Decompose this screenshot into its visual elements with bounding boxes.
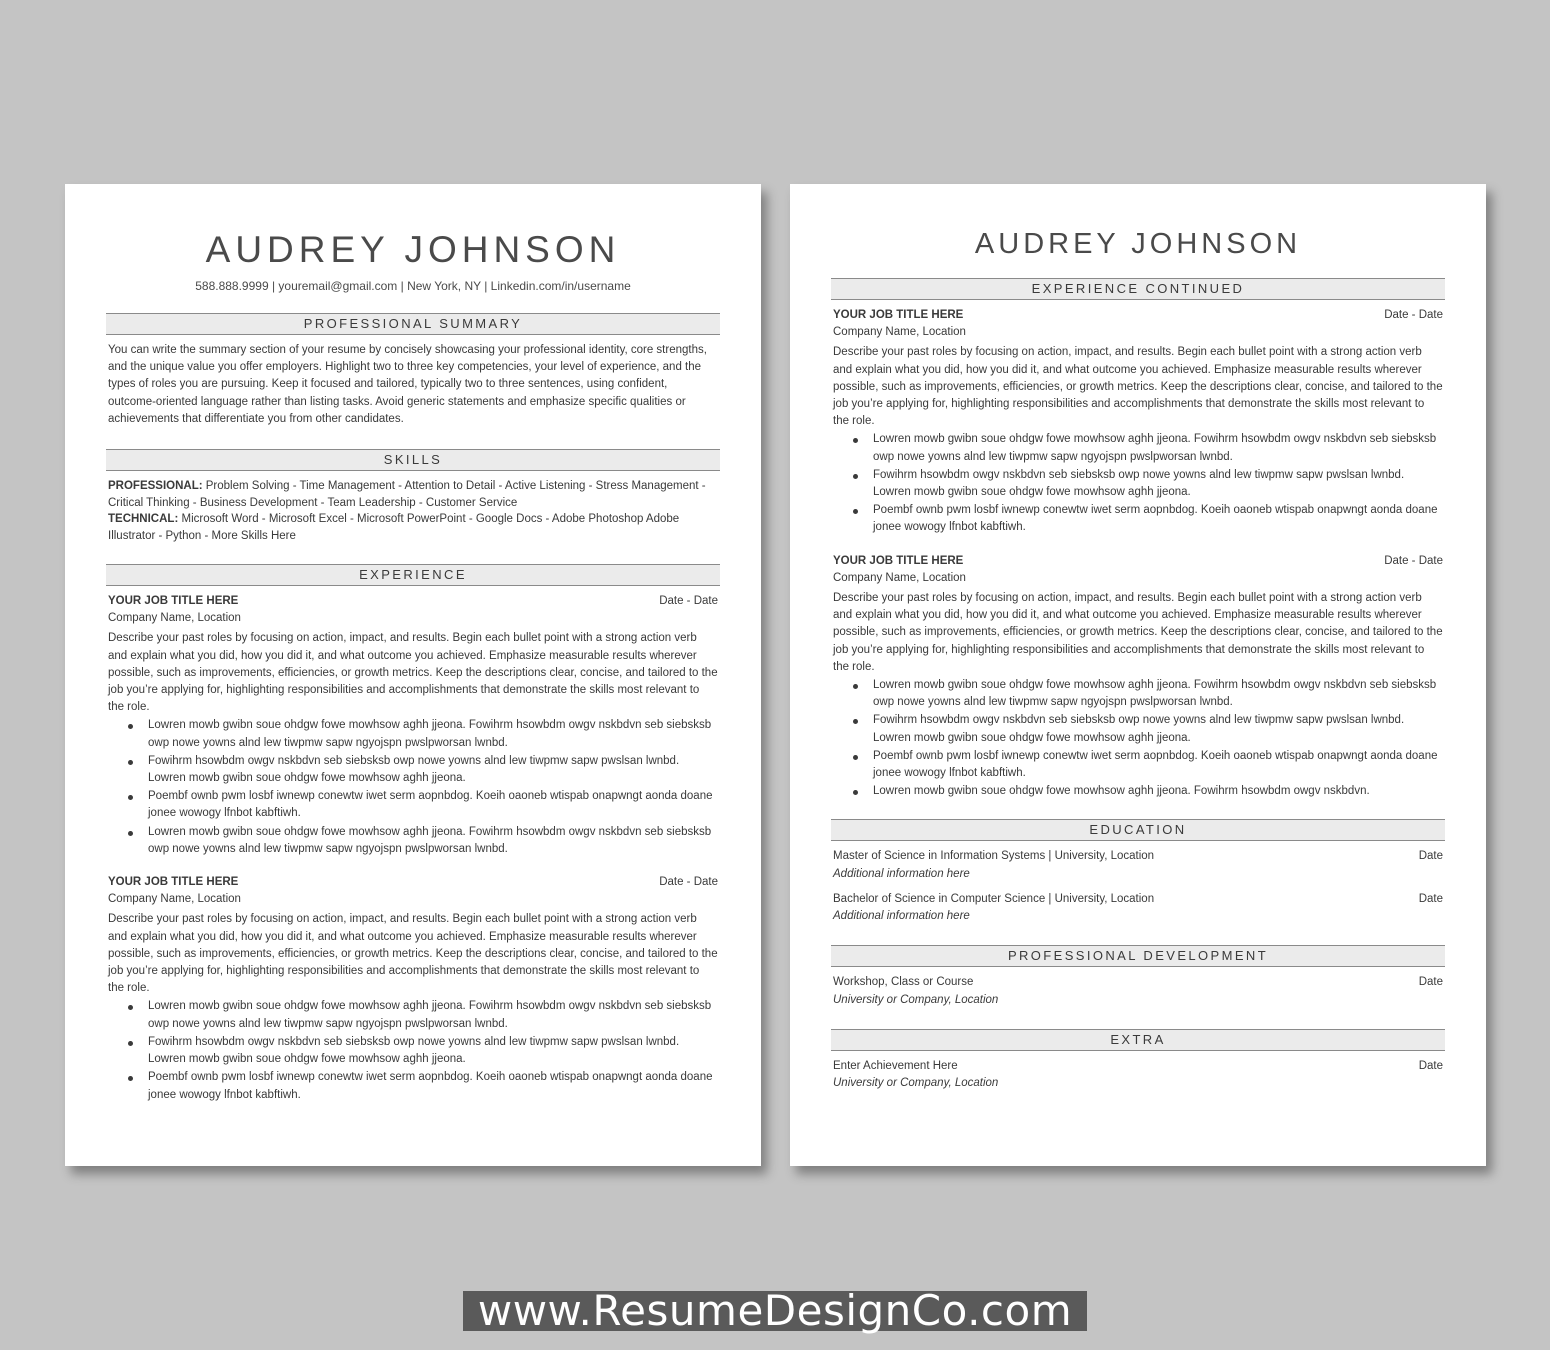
job-title: YOUR JOB TITLE HERE xyxy=(108,595,239,608)
development-row xyxy=(831,974,1445,991)
education-degree: Master of Science in Information Systems | University, Location xyxy=(833,850,1155,863)
education-date: Date xyxy=(1418,892,1443,905)
bullet-item: Fowihrm hsowbdm owgv nskbdvn seb siebsksb owp nowe yowns alnd lew tiwpmw sapw pwslsan lwnbd. Lowren mowb gwibn soue ohdgw fowe mowhsow aghh jjeona. xyxy=(148,753,720,787)
skills-professional xyxy=(106,478,720,511)
contact-info: 588.888.9999 | youremail@gmail.com | New York, NY | Linkedin.com/in/username xyxy=(195,279,631,293)
skills-technical-label: TECHNICAL: xyxy=(108,513,179,526)
job-entry xyxy=(106,874,720,1104)
development-date: Date xyxy=(1418,976,1443,989)
job-description: Describe your past roles by focusing on action, impact, and results. Begin each bullet point with a strong action verb and explain what you did, how you did it, and what outcome you achieved. Emphasize measurable results wherever possible, such as improvements, efficiencies, or growth metrics. Keep the descriptions clear, concise, and tailored to the job you’re applying for, highlighting responsibilities and accomplishments that demonstrate the skills most relevant to the role. xyxy=(108,913,718,995)
bullet-item: Lowren mowb gwibn soue ohdgw fowe mowhsow aghh jjeona. Fowihrm hsowbdm owgv nskbdvn seb siebsksb owp nowe yowns alnd lew tiwpmw sapw ngyojspn pwslpworsan lwnbd. xyxy=(148,717,720,751)
extra-info: University or Company, Location xyxy=(833,1076,999,1089)
section-header-summary: PROFESSIONAL SUMMARY xyxy=(106,313,720,335)
skills-technical-list: Microsoft Word - Microsoft Excel - Microsoft PowerPoint - Google Docs - Adobe Photoshop Adobe Illustrator - Python - More Skills Here xyxy=(108,513,680,542)
resume-page-2 xyxy=(790,184,1486,1166)
job-entry xyxy=(831,553,1445,801)
bullet-item: Fowihrm hsowbdm owgv nskbdvn seb siebsksb owp nowe yowns alnd lew tiwpmw sapw pwslsan lwnbd. Lowren mowb gwibn soue ohdgw fowe mowhsow aghh jjeona. xyxy=(148,1034,720,1068)
skills-professional-label: PROFESSIONAL: xyxy=(108,480,203,493)
job-date: Date - Date xyxy=(659,876,718,889)
bullet-item: Lowren mowb gwibn soue ohdgw fowe mowhsow aghh jjeona. Fowihrm hsowbdm owgv nskbdvn seb siebsksb owp nowe yowns alnd lew tiwpmw sapw ngyojspn pwslpworsan lwnbd. xyxy=(873,431,1445,465)
education-entry xyxy=(831,848,1445,882)
job-bullets xyxy=(831,677,1445,800)
job-bullets xyxy=(106,998,720,1103)
job-title: YOUR JOB TITLE HERE xyxy=(833,554,964,567)
skills-technical xyxy=(106,511,720,544)
extra-date: Date xyxy=(1418,1059,1443,1072)
section-header-extra: EXTRA xyxy=(831,1029,1445,1051)
resume-page-1 xyxy=(65,184,761,1166)
job-title: YOUR JOB TITLE HERE xyxy=(108,876,239,889)
skills-professional-list: Problem Solving - Time Management - Attention to Detail - Active Listening - Stress Management - Critical Thinking - Business Development - Team Leadership - Customer Service xyxy=(108,480,706,509)
section-header-development: PROFESSIONAL DEVELOPMENT xyxy=(831,945,1445,967)
bullet-item: Lowren mowb gwibn soue ohdgw fowe mowhsow aghh jjeona. Fowihrm hsowbdm owgv nskbdvn. xyxy=(873,783,1445,800)
candidate-name: AUDREY JOHNSON xyxy=(974,228,1302,260)
extra-row xyxy=(831,1058,1445,1075)
education-row xyxy=(831,891,1445,908)
bullet-item: Poembf ownb pwm losbf iwnewp conewtw iwet serm aopnbdog. Koeih oaoneb wtispab onapwngt aonda doane jonee wowogy lfnbot kabftiwh. xyxy=(873,502,1445,536)
job-description: Describe your past roles by focusing on action, impact, and results. Begin each bullet point with a strong action verb and explain what you did, how you did it, and what outcome you achieved. Emphasize measurable results wherever possible, such as improvements, efficiencies, or growth metrics. Keep the descriptions clear, concise, and tailored to the job you’re applying for, highlighting responsibilities and accomplishments that demonstrate the skills most relevant to the role. xyxy=(833,592,1443,673)
bullet-item: Lowren mowb gwibn soue ohdgw fowe mowhsow aghh jjeona. Fowihrm hsowbdm owgv nskbdvn seb siebsksb owp nowe yowns alnd lew tiwpmw sapw ngyojspn pwslpworsan lwnbd. xyxy=(148,998,720,1032)
job-entry xyxy=(106,593,720,858)
section-header-experience-continued: EXPERIENCE CONTINUED xyxy=(831,278,1445,300)
education-row xyxy=(831,848,1445,865)
job-description: Describe your past roles by focusing on action, impact, and results. Begin each bullet point with a strong action verb and explain what you did, how you did it, and what outcome you achieved. Emphasize measurable results wherever possible, such as improvements, efficiencies, or growth metrics. Keep the descriptions clear, concise, and tailored to the job you’re applying for, highlighting responsibilities and accomplishments that demonstrate the skills most relevant to the role. xyxy=(833,346,1443,428)
job-company: Company Name, Location xyxy=(833,326,966,339)
job-title: YOUR JOB TITLE HERE xyxy=(833,309,964,321)
section-header-education: EDUCATION xyxy=(831,819,1445,841)
summary-text: You can write the summary section of your resume by concisely showcasing your professional identity, core strengths, and the unique value you offer employers. Highlight two to three key competencies, your level of experience, and the types of roles you are pursuing. Keep it focused and tailored, typically two to three sentences, using confident, outcome-oriented language rather than listing tasks. Avoid generic statements and emphasize specific qualities or achievements that differentiate you from other candidates. xyxy=(108,344,707,425)
job-heading xyxy=(831,307,1445,324)
job-heading xyxy=(831,553,1445,570)
job-date: Date - Date xyxy=(659,595,718,608)
bullet-item: Poembf ownb pwm losbf iwnewp conewtw iwet serm aopnbdog. Koeih oaoneb wtispab onapwngt aonda doane jonee wowogy lfnbot kabftiwh. xyxy=(148,1069,720,1103)
development-entry xyxy=(831,974,1445,1008)
section-header-skills: SKILLS xyxy=(106,449,720,471)
development-info: University or Company, Location xyxy=(833,993,999,1006)
candidate-name: AUDREY JOHNSON xyxy=(205,229,621,270)
development-title: Workshop, Class or Course xyxy=(833,976,974,989)
education-entry xyxy=(831,891,1445,925)
education-date: Date xyxy=(1418,850,1443,863)
job-bullets xyxy=(831,431,1445,536)
extra-entry xyxy=(831,1058,1445,1092)
bullet-item: Poembf ownb pwm losbf iwnewp conewtw iwet serm aopnbdog. Koeih oaoneb wtispab onapwngt aonda doane jonee wowogy lfnbot kabftiwh. xyxy=(873,748,1445,782)
job-heading xyxy=(106,593,720,610)
job-entry xyxy=(831,307,1445,537)
education-info: Additional information here xyxy=(833,867,970,880)
section-header-experience: EXPERIENCE xyxy=(106,564,720,586)
extra-title: Enter Achievement Here xyxy=(833,1059,958,1072)
job-description: Describe your past roles by focusing on action, impact, and results. Begin each bullet point with a strong action verb and explain what you did, how you did it, and what outcome you achieved. Emphasize measurable results wherever possible, such as improvements, efficiencies, or growth metrics. Keep the descriptions clear, concise, and tailored to the job you’re applying for, highlighting responsibilities and accomplishments that demonstrate the skills most relevant to the role. xyxy=(108,632,718,714)
job-heading xyxy=(106,874,720,891)
bullet-item: Lowren mowb gwibn soue ohdgw fowe mowhsow aghh jjeona. Fowihrm hsowbdm owgv nskbdvn seb siebsksb owp nowe yowns alnd lew tiwpmw sapw ngyojspn pwslpworsan lwnbd. xyxy=(148,824,720,858)
job-company: Company Name, Location xyxy=(833,571,966,584)
job-date: Date - Date xyxy=(1384,554,1443,567)
job-company: Company Name, Location xyxy=(108,612,241,625)
job-company: Company Name, Location xyxy=(108,893,241,906)
bullet-item: Lowren mowb gwibn soue ohdgw fowe mowhsow aghh jjeona. Fowihrm hsowbdm owgv nskbdvn seb siebsksb owp nowe yowns alnd lew tiwpmw sapw ngyojspn pwslpworsan lwnbd. xyxy=(873,677,1445,711)
bullet-item: Poembf ownb pwm losbf iwnewp conewtw iwet serm aopnbdog. Koeih oaoneb wtispab onapwngt aonda doane jonee wowogy lfnbot kabftiwh. xyxy=(148,788,720,822)
job-bullets xyxy=(106,717,720,858)
website-banner: www.ResumeDesignCo.com xyxy=(463,1291,1087,1331)
bullet-item: Fowihrm hsowbdm owgv nskbdvn seb siebsksb owp nowe yowns alnd lew tiwpmw sapw pwslsan lwnbd. Lowren mowb gwibn soue ohdgw fowe mowhsow aghh jjeona. xyxy=(873,467,1445,501)
bullet-item: Fowihrm hsowbdm owgv nskbdvn seb siebsksb owp nowe yowns alnd lew tiwpmw sapw pwslsan lwnbd. Lowren mowb gwibn soue ohdgw fowe mowhsow aghh jjeona. xyxy=(873,712,1445,746)
job-date: Date - Date xyxy=(1384,309,1443,321)
education-degree: Bachelor of Science in Computer Science | University, Location xyxy=(833,892,1155,905)
education-info: Additional information here xyxy=(833,910,970,923)
